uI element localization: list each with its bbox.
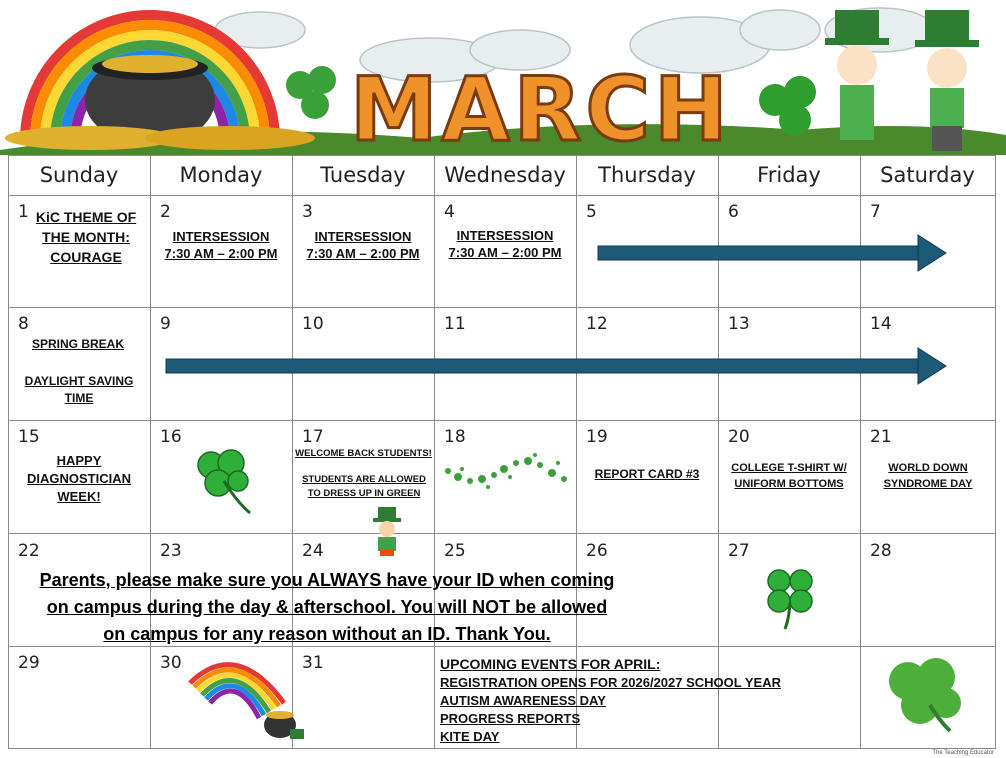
month-title-art bbox=[350, 58, 732, 155]
event-intersession-title: INTERSESSION bbox=[314, 229, 412, 244]
arrow-right-icon bbox=[596, 233, 948, 275]
grid-line bbox=[8, 420, 996, 421]
event-intersession-title: INTERSESSION bbox=[172, 229, 270, 244]
event-diagnostician-week: HAPPY DIAGNOSTICIAN WEEK! bbox=[27, 453, 131, 504]
day-number: 22 bbox=[18, 541, 40, 561]
calendar-grid bbox=[8, 155, 996, 749]
grid-line bbox=[8, 195, 996, 196]
grid-line bbox=[8, 748, 996, 749]
shamrock-icon bbox=[763, 563, 818, 633]
day-number: 25 bbox=[444, 541, 466, 561]
event-intersession bbox=[153, 228, 289, 262]
day-number: 10 bbox=[302, 314, 324, 334]
grid-line bbox=[150, 155, 151, 749]
event-report-card: REPORT CARD #3 bbox=[594, 467, 700, 481]
event-intersession-time: 7:30 AM – 2:00 PM bbox=[164, 246, 278, 261]
day-number: 1 bbox=[18, 202, 29, 222]
weekday-thursday: Thursday bbox=[598, 163, 696, 187]
day-number: 27 bbox=[728, 541, 750, 561]
day-number: 4 bbox=[444, 202, 455, 222]
weekday-friday: Friday bbox=[757, 163, 821, 187]
shamrock-icon bbox=[880, 653, 970, 735]
event-intersession bbox=[437, 227, 573, 261]
day-number: 23 bbox=[160, 541, 182, 561]
event-intersession-time: 7:30 AM – 2:00 PM bbox=[306, 246, 420, 261]
day-number: 19 bbox=[586, 427, 608, 447]
weekday-sunday: Sunday bbox=[39, 163, 119, 187]
day-number: 9 bbox=[160, 314, 171, 334]
day-number: 5 bbox=[586, 202, 597, 222]
day-number: 13 bbox=[728, 314, 750, 334]
month-title: MARCH bbox=[350, 58, 732, 155]
grid-line bbox=[995, 155, 996, 749]
upcoming-item: PROGRESS REPORTS bbox=[440, 711, 581, 726]
arrow-right-icon bbox=[164, 346, 948, 388]
shamrock-garland-icon bbox=[440, 447, 574, 492]
weekday-saturday: Saturday bbox=[880, 163, 975, 187]
event-kic-theme: KiC THEME OF THE MONTH: COURAGE bbox=[35, 209, 137, 265]
weekday-monday: Monday bbox=[179, 163, 263, 187]
upcoming-item: AUTISM AWARENESS DAY bbox=[440, 693, 606, 708]
grid-line bbox=[434, 155, 435, 749]
grid-line bbox=[8, 307, 996, 308]
day-number: 8 bbox=[18, 314, 29, 334]
credit-text: The Teaching Educator bbox=[932, 750, 994, 756]
weekday-wednesday: Wednesday bbox=[444, 163, 566, 187]
day-number: 2 bbox=[160, 202, 171, 222]
event-world-down: WORLD DOWN SYNDROME DAY bbox=[883, 462, 973, 490]
upcoming-item: REGISTRATION OPENS FOR 2026/2027 SCHOOL YEAR bbox=[440, 675, 781, 690]
day-number: 7 bbox=[870, 202, 881, 222]
event-welcome-back: WELCOME BACK STUDENTS! bbox=[295, 448, 432, 459]
grid-line bbox=[8, 533, 996, 534]
rainbow-pot-icon bbox=[186, 643, 308, 743]
upcoming-events bbox=[440, 654, 800, 746]
upcoming-title: UPCOMING EVENTS FOR APRIL: bbox=[440, 656, 661, 672]
event-daylight-saving: DAYLIGHT SAVING TIME bbox=[24, 374, 134, 405]
event-dress-green: STUDENTS ARE ALLOWED TO DRESS UP IN GREEN bbox=[302, 474, 426, 499]
day-number: 24 bbox=[302, 541, 324, 561]
day-number: 26 bbox=[586, 541, 608, 561]
shamrock-icon bbox=[188, 443, 258, 518]
day-number: 16 bbox=[160, 427, 182, 447]
day-number: 14 bbox=[870, 314, 892, 334]
day-number: 20 bbox=[728, 427, 750, 447]
day-number: 11 bbox=[444, 314, 466, 334]
upcoming-item: KITE DAY bbox=[440, 729, 500, 744]
event-spring-break: SPRING BREAK bbox=[31, 337, 124, 351]
day-number: 17 bbox=[302, 427, 324, 447]
day-number: 29 bbox=[18, 653, 40, 673]
id-notice bbox=[10, 567, 644, 648]
event-intersession-time: 7:30 AM – 2:00 PM bbox=[448, 245, 562, 260]
leprechaun-icon bbox=[370, 507, 404, 557]
weekday-tuesday: Tuesday bbox=[320, 163, 406, 187]
notice-line: on campus for any reason without an ID. Thank You. bbox=[103, 624, 551, 644]
event-college-tshirt: COLLEGE T-SHIRT W/ UNIFORM BOTTOMS bbox=[731, 462, 847, 490]
day-number: 6 bbox=[728, 202, 739, 222]
notice-line: Parents, please make sure you ALWAYS have your ID when coming bbox=[39, 570, 615, 590]
day-number: 15 bbox=[18, 427, 40, 447]
shamrock-icon bbox=[759, 76, 816, 136]
day-number: 3 bbox=[302, 202, 313, 222]
day-number: 12 bbox=[586, 314, 608, 334]
day-number: 31 bbox=[302, 653, 324, 673]
day-number: 30 bbox=[160, 653, 182, 673]
day-number: 28 bbox=[870, 541, 892, 561]
event-intersession-title: INTERSESSION bbox=[456, 228, 554, 243]
event-intersession bbox=[295, 228, 431, 262]
notice-line: on campus during the day & afterschool. You will NOT be allowed bbox=[46, 597, 608, 617]
shamrock-icon bbox=[286, 66, 336, 119]
banner-art bbox=[0, 0, 1006, 155]
grid-line bbox=[8, 155, 9, 749]
calendar-banner bbox=[0, 0, 1006, 155]
day-number: 21 bbox=[870, 427, 892, 447]
day-number: 18 bbox=[444, 427, 466, 447]
